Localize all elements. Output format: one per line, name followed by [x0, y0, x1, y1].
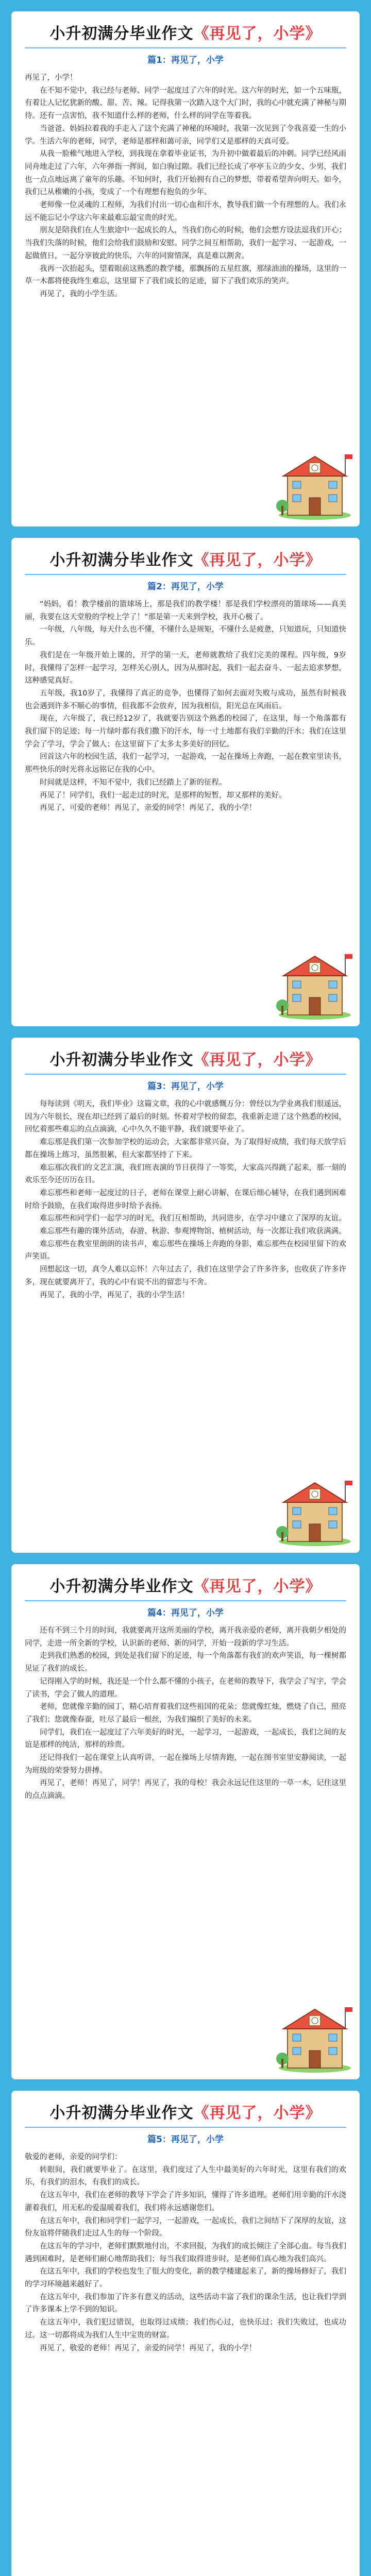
paragraph: 再见了，我的小学，再见了，我的小学生活！: [40, 1291, 189, 1299]
paragraph: 还记得我们一起在课堂上认真听讲，一起在操场上尽情奔跑，一起在图书室里安静阅读，一起为班级的荣誉努力拼搏。: [25, 1754, 346, 1775]
title-divider: [25, 47, 346, 48]
paragraph: 现在，六年级了，我已经12岁了，我就要告别这个熟悉的校园了，在这里，每一个角落都有我们留下的足迹；每一片绿叶都有我们撒下的汗水，每一寸土地都有我们辛勤的汗水；我们在这里学会了学习，学会了做人；在这里留下了太多太多美好的回忆。: [25, 715, 346, 749]
paragraph: 在这五年中，我们和同学们一起学习，一起游戏，一起成长，我们之间结下了深厚的友谊，这份友谊将伴随我们走过人生的每一个阶段。: [25, 2216, 346, 2238]
paragraph: 在这五年中，我们犯过错误，也取得过成绩；我们伤心过，也快乐过；我们失败过，也成功过。这一切都将成为我们人生中宝贵的财富。: [25, 2318, 346, 2340]
title-divider: [25, 2127, 346, 2128]
paragraph: 在不知不觉中，我已经与老师、同学一起度过了六年的时光。这六年的时光，如一个五味瓶，有着让人记忆犹新的酸、甜、苦、辣。记得我第一次踏入这个大门时，我的心中就充满了神秘与期待。还有一点害怕，我不知道什么样的老师，什么样的同学在等着我。: [25, 86, 346, 121]
school-building-illustration: [276, 2002, 353, 2074]
essay-body: [25, 598, 346, 815]
paragraph: 难忘那是我们第一次参加学校的运动会，大家都非常兴奋，为了取得好成绩，我们每天放学后都在操场上练习，虽然很累，但大家都坚持了下来。: [25, 1138, 346, 1159]
paragraph: 每每读到《明天，我们毕业》这篇文章，我的心中就感慨万分：曾经以为学业离我们很遥远，因为六年很长，现在却已经到了最后的时刻。怀着对学校的留恋，我重新走进了这个熟悉的校园，回忆着那些难忘的点点滴滴，心中久久不能平静，我们就要毕业了。: [25, 1100, 346, 1134]
essay-body: [25, 2151, 346, 2354]
paragraph: 难忘那次我们的文艺汇演，我们班表演的节目获得了一等奖，大家高兴得跳了起来，那一刻的欢乐至今还历历在目。: [25, 1163, 346, 1185]
card-title: 小升初满分毕业作文《再见了，小学》: [49, 1051, 322, 1069]
paragraph: 再见了，我的小学生活。: [40, 290, 122, 298]
paragraph: 从我一脸稚气地进入学校，到我现在拿着毕业证书，为升初中做着最后的冲刺。同学已经风雨同舟地走过了六年，六年弹指一挥间，如白驹过隙。我们已经长成了亭亭玉立的少女、少男，我们也一点点地远离了童年的乐趣。不知何时，我们开始拥有自己的梦想，带着希望奔向明天。如今，我们已从稚嫩的小孩，变成了一个有理想有抱负的少年。: [25, 150, 346, 197]
article-card-4: [11, 1564, 360, 2079]
paragraph: 在这五年中，我们的学校也发生了很大的变化，新的教学楼建起来了，新的操场修好了，我们的学习环境越来越好了。: [25, 2267, 346, 2289]
paragraph: 难忘那些有趣的课外活动，春游、秋游、参观博物馆、植树活动，每一次都让我们收获满满。: [40, 1227, 346, 1236]
card-title: 小升初满分毕业作文《再见了，小学》: [49, 25, 322, 43]
article-label: 篇5：再见了，小学: [147, 2134, 224, 2145]
card-title: 小升初满分毕业作文《再见了，小学》: [49, 1578, 322, 1596]
paragraph: 难忘那些和同学们一起学习的时光，我们互相帮助，共同进步，在学习中建立了深厚的友谊。: [40, 1214, 346, 1223]
paragraph: 五年级，我10岁了，我懂得了真正的竞争，也懂得了如何去面对失败与成功，虽然有时候我也会遇到许多不顺心的事情，但我都不会放弃，因为我相信，阳光总在风雨后。: [25, 689, 346, 710]
essay-body: [25, 1098, 346, 1301]
paragraph: 朋友是陪我们在人生旅途中一起成长的人，当我们伤心的时候，他们会想方设法逗我们开心；当我们失落的时候，他们会给我们鼓励和安慰。同学之间互相帮助，我们一起学习、一起游戏，一起做值日，一起分享彼此的快乐，六年的同窗情深，真是难以割舍。: [25, 226, 346, 260]
paragraph: 走到我们熟悉的校园，到处是我们留下的足迹，每一个角落都有我们的欢声笑语，每一棵树都见证了我们的成长。: [25, 1652, 346, 1673]
article-label: 篇1：再见了，小学: [147, 55, 224, 65]
paragraph: 在这五年中，我们参加了许多有意义的活动，这些活动丰富了我们的课余生活，也让我们学到了许多课本上学不到的知识。: [25, 2293, 346, 2314]
paragraph: 再见了，小学！: [25, 74, 77, 82]
paragraph: 再见了，老师！再见了，同学！再见了，我的母校！我会永远记住这里的一草一木，记住这里的点点滴滴。: [25, 1779, 346, 1801]
paragraph: 时间就是这样，不知不觉中，我们已经踏上了新的征程。: [40, 778, 227, 787]
paragraph: 记得刚入学的时候，我还是一个什么都不懂的小孩子，在老师的教导下，我学会了写字，学会了读书，学会了做人的道理。: [25, 1677, 346, 1699]
title-divider: [25, 1074, 346, 1075]
paragraph: 老师像一位灵魂的工程师，为我们付出一切心血和汗水，教导我们做一个有理想的人。我们永远不能忘记小学这六年来最难忘最宝贵的时光。: [25, 201, 346, 222]
paragraph: 再见了，可爱的老师！再见了，亲爱的同学！再见了，我的小学！: [40, 804, 257, 812]
paragraph: 回首这六年的校园生活，我们一起学习，一起游戏，一起在操场上奔跑，一起在教室里读书，那些快乐的时光将永远铭记在我的心中。: [25, 753, 346, 774]
paragraph: 转眼间，我们就要毕业了。在这里，我们度过了人生中最美好的六年时光，这里有我们的欢乐，有我们的泪水，有我们的成长。: [25, 2165, 346, 2187]
article-card-1: [11, 11, 360, 527]
paragraph: 我再一次抬起头，望着眼前这熟悉的教学楼，那飘扬的五星红旗，那绿油油的操场，这里的一草一木都将使我终生难忘，这里留下了我们成长的足迹，留下了我们欢乐的笑声。: [25, 264, 346, 286]
school-building-illustration: [276, 1476, 353, 1548]
paragraph: 当爸爸、妈妈拉着我的手走入了这个充满了神秘的环境时，我第一次见到了令我喜爱一生的小学。生活六年的老师，同学，老师是那样和蔼可亲，同学们又是那样的天真可爱。: [25, 124, 346, 146]
paragraph: 回想起这一切，真令人难以忘怀！六年过去了，我们在这里学会了许多许多，也收获了许多许多，现在就要离开了，我的心中有说不出的留恋与不舍。: [25, 1265, 346, 1286]
card-title: 小升初满分毕业作文《再见了，小学》: [49, 551, 322, 569]
paragraph: 在这五年的学习中，老师们默默地付出，不求回报，为我们的成长倾注了全部心血。每当我们遇到困难时，是老师们耐心地帮助我们；每当我们取得进步时，是老师们真心地为我们高兴。: [25, 2242, 346, 2263]
article-label: 篇4：再见了，小学: [147, 1608, 224, 1618]
paragraph: 再见了，敬爱的老师！再见了，亲爱的同学！再见了，我的小学！: [40, 2344, 257, 2352]
essay-body: [25, 1624, 346, 1803]
paragraph: 同学们，我们在一起度过了六年美好的时光，一起学习，一起游戏，一起成长，我们之间的友谊是那样的纯洁，那样的珍贵。: [25, 1728, 346, 1750]
paragraph: 老师，您就像辛勤的园丁，精心培育着我们这些祖国的花朵；您就像红烛，燃烧了自己，照亮了我们；您就像春蚕，吐尽了最后一根丝，为我们编织了美好的未来。: [25, 1703, 346, 1724]
paragraph: 难忘那些和老师一起度过的日子，老师在课堂上耐心讲解，在课后细心辅导，在我们遇到困难时给予鼓励，在我们取得进步时给予表扬。: [25, 1189, 346, 1210]
school-building-illustration: [276, 949, 353, 1021]
paragraph: 我们是在一年级开始上课的，开学的第一天，老师就教给了我们完美的课程。四年级，9岁时，我懂得了怎样一起学习，怎样关心别人，因为从那时起，我们一起去奋斗、一起去追求梦想，这种感觉真好。: [25, 651, 346, 685]
paragraph: 一年级，八年级，每天什么也不懂，不懂什么是规矩，不懂什么是疲惫，只知道玩，只知道快乐。: [25, 625, 346, 647]
article-card-2: [11, 538, 360, 1026]
card-title: 小升初满分毕业作文《再见了，小学》: [49, 2104, 322, 2122]
paragraph: 难忘那些在教室里朗朗的读书声，难忘那些在操场上奔跑的身影，难忘那些在校园里留下的欢声笑语。: [25, 1240, 346, 1261]
paragraph: 敬爱的老师，亲爱的同学们：: [25, 2153, 122, 2161]
essay-body: [25, 72, 346, 301]
article-label: 篇2：再见了，小学: [147, 582, 224, 592]
article-card-3: [11, 1038, 360, 1553]
paragraph: 还有不到三个月的时间，我就要离开这所美丽的学校，离开我亲爱的老师，离开我朝夕相处的同学，走进一所全新的学校，认识新的老师、新的同学，开始一段新的学习生活。: [25, 1626, 346, 1648]
article-card-5: [11, 2091, 360, 2576]
paragraph: 再见了！同学们，我们一起走过的时光，是那样的短暂，却又那样的美好。: [40, 791, 286, 800]
paragraph: “妈妈，看！教学楼前的篮球场上，那是我们的教学楼！那是我们学校漂亮的篮球场——真美丽，我要在这天堂般的学校上学了！”那是第一天来到学校，我开心极了。: [25, 600, 346, 621]
article-label: 篇3：再见了，小学: [147, 1081, 224, 1092]
paragraph: 在这五年中，我们在老师的教导下学会了许多知识，懂得了许多道理。老师们用辛勤的汗水浇灌着我们，用无私的爱温暖着我们，我们将永远感谢您们。: [25, 2191, 346, 2212]
school-building-illustration: [276, 449, 353, 521]
title-divider: [25, 1600, 346, 1601]
title-divider: [25, 574, 346, 575]
